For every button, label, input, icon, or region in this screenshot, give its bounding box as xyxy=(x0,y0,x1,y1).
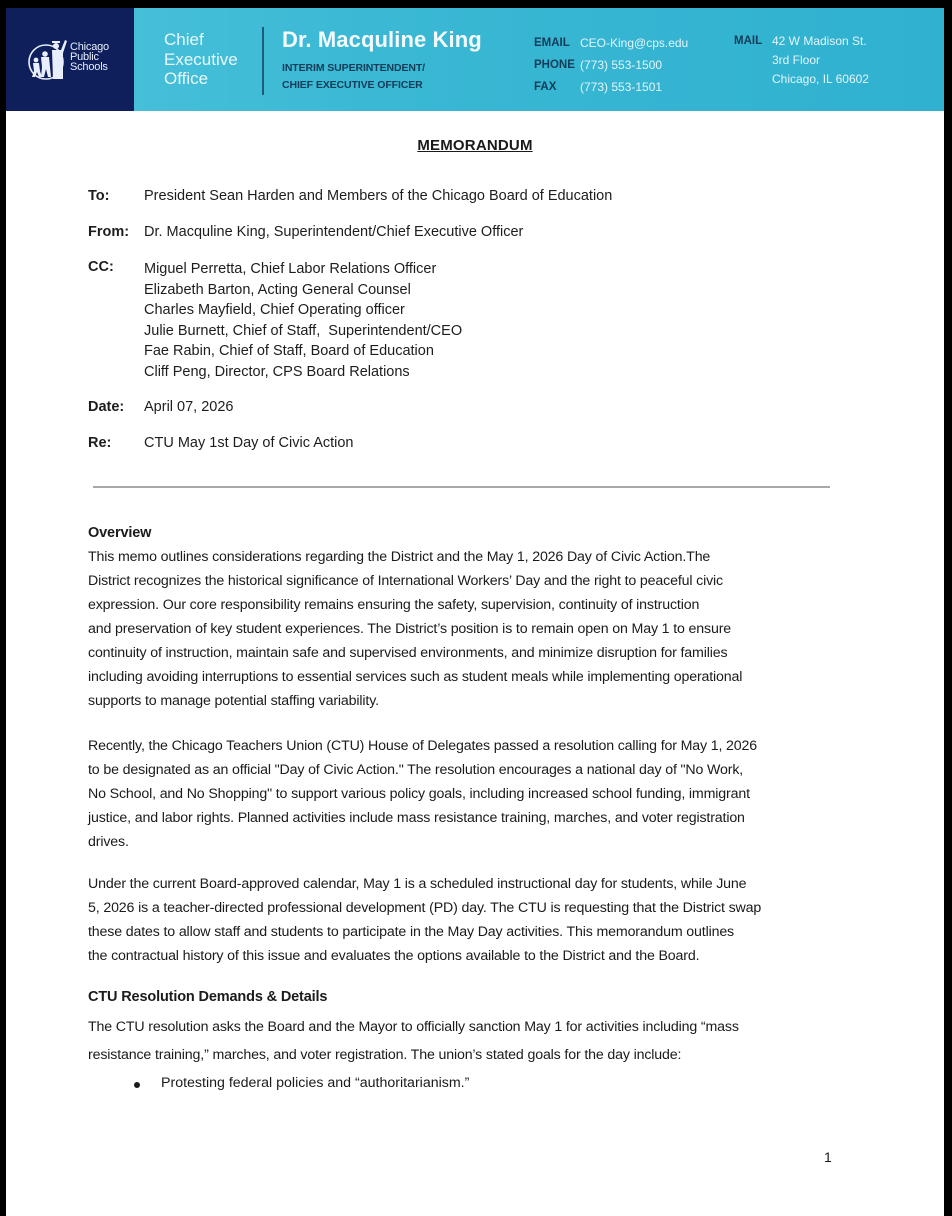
contact-block xyxy=(534,32,688,98)
date-value: April 07, 2026 xyxy=(144,399,234,415)
cc-recipient: Cliff Peng, Director, CPS Board Relations xyxy=(144,363,410,380)
cc-list xyxy=(144,259,462,382)
logo-text-line: Chicago xyxy=(70,41,109,53)
cc-recipient: Fae Rabin, Chief of Staff, Board of Education xyxy=(144,343,434,359)
email-link[interactable]: CEO-King@cps.edu xyxy=(580,36,689,50)
paragraph-line: No School, and No Shopping" to support various policy goals, including increased school funding, immigrant xyxy=(88,786,750,802)
re-value: CTU May 1st Day of Civic Action xyxy=(144,435,354,451)
page-number: 1 xyxy=(824,1149,832,1165)
phone-value: (773) 553-1500 xyxy=(580,58,663,72)
office-line: Executive xyxy=(164,49,238,69)
bullet-text: Protesting federal policies and “authoritarianism.” xyxy=(161,1075,470,1091)
to-value: President Sean Harden and Members of the Chicago Board of Education xyxy=(144,188,613,204)
office-line: Office xyxy=(164,69,209,88)
from-label: From: xyxy=(88,224,130,240)
paragraph-line: supports to manage potential staffing variability. xyxy=(88,693,379,709)
paragraph-line: The CTU resolution asks the Board and the Mayor to officially sanction May 1 for activities including “mass xyxy=(88,1019,739,1035)
title-line: CHIEF EXECUTIVE OFFICER xyxy=(282,79,423,91)
paragraph-line: these dates to allow staff and students to participate in the May Day activities. This memorandum outlines xyxy=(88,924,735,940)
section-heading: Overview xyxy=(88,525,152,541)
office-line: Chief xyxy=(164,30,204,49)
demands-section xyxy=(88,985,848,1009)
letterhead-band xyxy=(6,8,944,111)
paragraph-line: justice, and labor rights. Planned activities include mass resistance training, marches, and voter registration xyxy=(88,810,745,826)
paragraph-line: 5, 2026 is a teacher-directed professional development (PD) day. The CTU is requesting that the District swap xyxy=(88,900,762,916)
section-heading: CTU Resolution Demands & Details xyxy=(88,989,328,1005)
logo-text-line: Public xyxy=(70,51,99,63)
to-label: To: xyxy=(88,188,110,204)
contact-label: PHONE xyxy=(534,59,575,71)
from-value: Dr. Macquline King, Superintendent/Chief Executive Officer xyxy=(144,224,524,240)
executive-title xyxy=(282,60,425,94)
fax-value: (773) 553-1501 xyxy=(580,80,663,94)
mail-address xyxy=(772,32,869,89)
address-line: 42 W Madison St. xyxy=(772,34,867,48)
date-label: Date: xyxy=(88,399,125,415)
chicago-public-schools-logo-icon xyxy=(26,36,70,84)
overview-section xyxy=(88,521,848,713)
memo-title: MEMORANDUM xyxy=(417,137,533,154)
overview-paragraph-2 xyxy=(88,734,848,854)
paragraph-line: continuity of instruction, maintain safe and supervised environments, and minimize disruption for families xyxy=(88,645,728,661)
paragraph-line: Under the current Board-approved calendar, May 1 is a scheduled instructional day for students, while June xyxy=(88,876,747,892)
horizontal-divider xyxy=(93,486,830,488)
paragraph-line: This memo outlines considerations regarding the District and the May 1, 2026 Day of Civic Action.The xyxy=(88,549,711,565)
paragraph-line: to be designated as an official "Day of Civic Action." The resolution encourages a national day of "No Work, xyxy=(88,762,744,778)
overview-paragraph-3 xyxy=(88,872,848,968)
cc-recipient: Elizabeth Barton, Acting General Counsel xyxy=(144,281,411,298)
cc-recipient: Julie Burnett, Chief of Staff, Superintendent/CEO xyxy=(144,322,463,339)
demands-paragraph xyxy=(88,1013,848,1069)
contact-email-row xyxy=(534,32,688,54)
memo-page xyxy=(6,8,944,1216)
bullet-icon xyxy=(134,1082,140,1088)
paragraph-line: the contractual history of this issue and evaluates the options available to the District and the Board. xyxy=(88,948,700,964)
re-label: Re: xyxy=(88,435,112,451)
contact-label: FAX xyxy=(534,81,557,93)
mail-address-block xyxy=(734,32,869,89)
cc-recipient: Charles Mayfield, Chief Operating officer xyxy=(144,302,405,318)
cc-label: CC: xyxy=(88,259,114,275)
cc-recipient: Miguel Perretta, Chief Labor Relations Officer xyxy=(144,261,437,277)
paragraph-line: District recognizes the historical significance of International Workers’ Day and the right to peaceful civic xyxy=(88,573,724,589)
mail-label: MAIL xyxy=(734,35,763,47)
contact-label: EMAIL xyxy=(534,37,570,49)
address-line: Chicago, IL 60602 xyxy=(772,72,869,86)
paragraph-line: resistance training,” marches, and voter registration. The union’s stated goals for the day include: xyxy=(88,1047,682,1063)
logo-text xyxy=(70,42,109,72)
title-line: INTERIM SUPERINTENDENT/ xyxy=(282,62,425,74)
paragraph-line: expression. Our core responsibility remains ensuring the safety, supervision, continuity of instruction xyxy=(88,597,700,613)
paragraph-line: and preservation of key student experiences. The District’s position is to remain open on May 1 to ensure xyxy=(88,621,732,637)
logo-block xyxy=(6,8,134,111)
paragraph-line: drives. xyxy=(88,834,129,850)
address-line: 3rd Floor xyxy=(772,53,821,67)
paragraph-line: including avoiding interruptions to essential services such as student meals while implementing operational xyxy=(88,669,743,685)
contact-phone-row xyxy=(534,54,688,76)
header-divider xyxy=(262,27,264,95)
executive-name: Dr. Macquline King xyxy=(282,27,482,52)
contact-fax-row xyxy=(534,76,688,98)
logo-text-line: Schools xyxy=(70,61,108,73)
paragraph-line: Recently, the Chicago Teachers Union (CTU) House of Delegates passed a resolution calling for May 1, 2026 xyxy=(88,738,758,754)
office-name xyxy=(164,30,238,89)
